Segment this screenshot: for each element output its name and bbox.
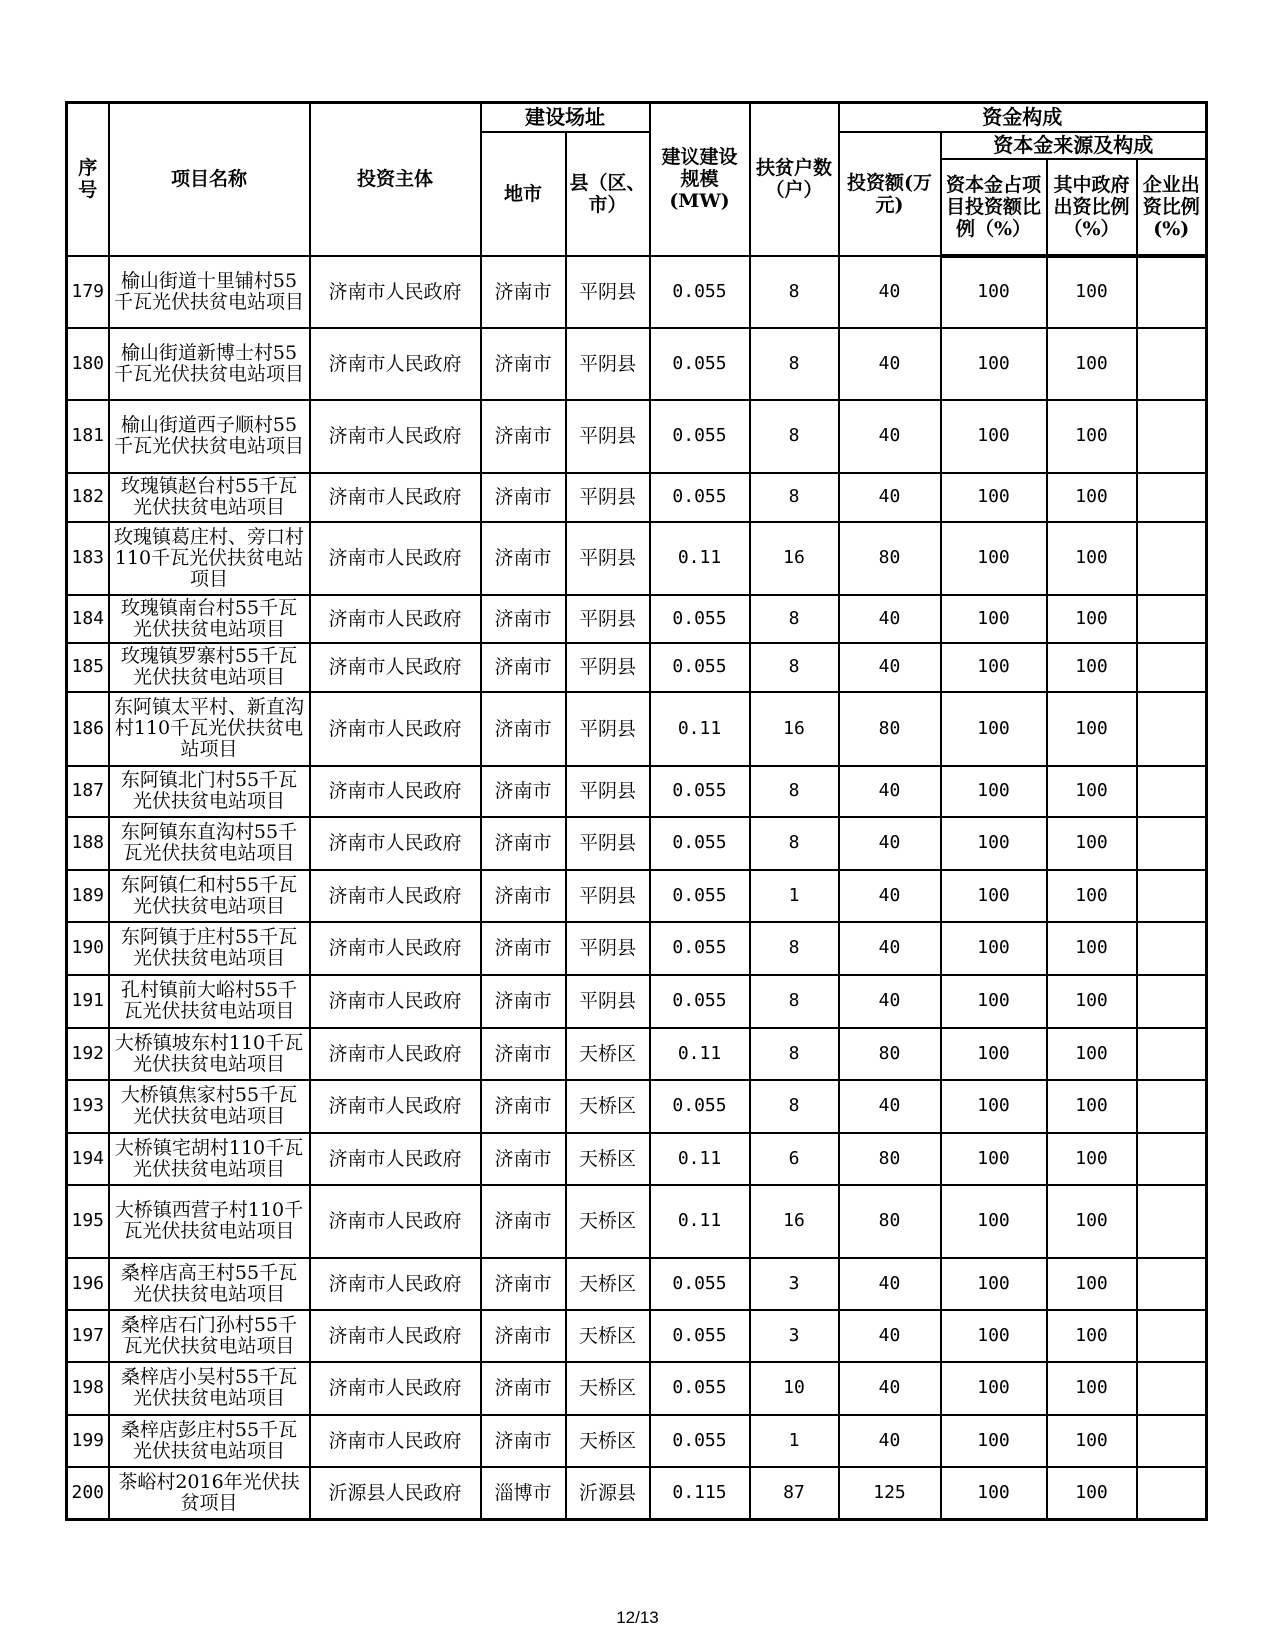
cell-gov-ratio: 100 (1047, 1028, 1137, 1080)
cell-investor: 济南市人民政府 (310, 522, 481, 595)
cell-project-name: 玫瑰镇葛庄村、旁口村110千瓦光伏扶贫电站项目 (109, 522, 310, 595)
cell-seq: 194 (67, 1133, 109, 1185)
cell-investor: 济南市人民政府 (310, 692, 481, 766)
cell-city: 济南市 (481, 643, 566, 692)
cell-scale: 0.115 (650, 1467, 750, 1520)
cell-county: 天桥区 (566, 1415, 650, 1467)
cell-project-name: 东阿镇北门村55千瓦光伏扶贫电站项目 (109, 766, 310, 817)
cell-county: 平阴县 (566, 328, 650, 400)
cell-gov-ratio: 100 (1047, 1133, 1137, 1185)
cell-scale: 0.11 (650, 1028, 750, 1080)
table-row (67, 1362, 1207, 1415)
cell-capital-ratio: 100 (941, 1362, 1047, 1415)
cell-gov-ratio: 100 (1047, 766, 1137, 817)
cell-seq: 192 (67, 1028, 109, 1080)
table-row (67, 1185, 1207, 1258)
cell-scale: 0.055 (650, 766, 750, 817)
cell-gov-ratio: 100 (1047, 975, 1137, 1028)
cell-gov-ratio: 100 (1047, 328, 1137, 400)
header-project-name: 项目名称 (109, 103, 310, 256)
cell-households: 8 (750, 328, 839, 400)
table-header (67, 103, 1207, 256)
cell-scale: 0.11 (650, 1133, 750, 1185)
cell-investment: 40 (839, 1415, 941, 1467)
cell-seq: 183 (67, 522, 109, 595)
cell-gov-ratio: 100 (1047, 922, 1137, 975)
cell-seq: 200 (67, 1467, 109, 1520)
cell-seq: 189 (67, 870, 109, 922)
header-scale: 建议建设规模(MW) (650, 103, 750, 256)
cell-enterprise-ratio (1137, 643, 1207, 692)
cell-scale: 0.055 (650, 922, 750, 975)
cell-gov-ratio: 100 (1047, 595, 1137, 643)
cell-city: 济南市 (481, 1362, 566, 1415)
project-table (65, 101, 1208, 1521)
cell-gov-ratio: 100 (1047, 522, 1137, 595)
table-body (67, 256, 1207, 1520)
cell-scale: 0.055 (650, 1258, 750, 1310)
cell-capital-ratio: 100 (941, 817, 1047, 870)
cell-gov-ratio: 100 (1047, 643, 1137, 692)
cell-gov-ratio: 100 (1047, 1258, 1137, 1310)
cell-city: 济南市 (481, 1133, 566, 1185)
cell-enterprise-ratio (1137, 922, 1207, 975)
cell-investor: 济南市人民政府 (310, 1185, 481, 1258)
cell-capital-ratio: 100 (941, 1467, 1047, 1520)
cell-investment: 40 (839, 1258, 941, 1310)
cell-seq: 198 (67, 1362, 109, 1415)
header-investment: 投资额(万元) (839, 132, 941, 256)
cell-capital-ratio: 100 (941, 256, 1047, 328)
cell-gov-ratio: 100 (1047, 400, 1137, 473)
cell-capital-ratio: 100 (941, 643, 1047, 692)
cell-county: 天桥区 (566, 1028, 650, 1080)
cell-seq: 182 (67, 473, 109, 522)
cell-project-name: 大桥镇坡东村110千瓦光伏扶贫电站项目 (109, 1028, 310, 1080)
cell-county: 平阴县 (566, 766, 650, 817)
cell-enterprise-ratio (1137, 1133, 1207, 1185)
table-row (67, 922, 1207, 975)
cell-households: 8 (750, 1080, 839, 1133)
table-row (67, 595, 1207, 643)
cell-city: 济南市 (481, 692, 566, 766)
table-row (67, 1467, 1207, 1520)
cell-investor: 济南市人民政府 (310, 400, 481, 473)
cell-capital-ratio: 100 (941, 692, 1047, 766)
cell-scale: 0.055 (650, 975, 750, 1028)
cell-seq: 185 (67, 643, 109, 692)
cell-seq: 196 (67, 1258, 109, 1310)
cell-city: 济南市 (481, 1028, 566, 1080)
cell-county: 天桥区 (566, 1310, 650, 1362)
cell-investment: 80 (839, 692, 941, 766)
cell-investment: 125 (839, 1467, 941, 1520)
cell-county: 平阴县 (566, 817, 650, 870)
cell-project-name: 桑梓店石门孙村55千瓦光伏扶贫电站项目 (109, 1310, 310, 1362)
cell-gov-ratio: 100 (1047, 1415, 1137, 1467)
cell-households: 1 (750, 870, 839, 922)
cell-city: 济南市 (481, 1310, 566, 1362)
cell-city: 济南市 (481, 922, 566, 975)
cell-seq: 181 (67, 400, 109, 473)
cell-capital-ratio: 100 (941, 975, 1047, 1028)
cell-county: 平阴县 (566, 400, 650, 473)
cell-scale: 0.055 (650, 817, 750, 870)
cell-gov-ratio: 100 (1047, 1362, 1137, 1415)
cell-households: 10 (750, 1362, 839, 1415)
cell-seq: 191 (67, 975, 109, 1028)
cell-investor: 济南市人民政府 (310, 1258, 481, 1310)
cell-investment: 40 (839, 766, 941, 817)
cell-county: 平阴县 (566, 870, 650, 922)
table-row (67, 643, 1207, 692)
cell-project-name: 榆山街道十里铺村55千瓦光伏扶贫电站项目 (109, 256, 310, 328)
cell-households: 8 (750, 817, 839, 870)
cell-investor: 济南市人民政府 (310, 817, 481, 870)
cell-city: 济南市 (481, 522, 566, 595)
table-row (67, 473, 1207, 522)
cell-gov-ratio: 100 (1047, 473, 1137, 522)
cell-county: 天桥区 (566, 1362, 650, 1415)
cell-enterprise-ratio (1137, 1467, 1207, 1520)
cell-investor: 济南市人民政府 (310, 870, 481, 922)
cell-investment: 40 (839, 870, 941, 922)
cell-capital-ratio: 100 (941, 922, 1047, 975)
cell-investment: 40 (839, 643, 941, 692)
cell-capital-ratio: 100 (941, 1258, 1047, 1310)
header-investor: 投资主体 (310, 103, 481, 256)
table-row (67, 1080, 1207, 1133)
cell-gov-ratio: 100 (1047, 1467, 1137, 1520)
cell-scale: 0.055 (650, 870, 750, 922)
cell-project-name: 东阿镇于庄村55千瓦光伏扶贫电站项目 (109, 922, 310, 975)
cell-investment: 40 (839, 400, 941, 473)
cell-project-name: 玫瑰镇南台村55千瓦光伏扶贫电站项目 (109, 595, 310, 643)
cell-county: 平阴县 (566, 595, 650, 643)
cell-investor: 济南市人民政府 (310, 1080, 481, 1133)
cell-investment: 40 (839, 975, 941, 1028)
cell-city: 济南市 (481, 473, 566, 522)
cell-capital-ratio: 100 (941, 473, 1047, 522)
cell-gov-ratio: 100 (1047, 1185, 1137, 1258)
cell-enterprise-ratio (1137, 817, 1207, 870)
cell-enterprise-ratio (1137, 328, 1207, 400)
cell-enterprise-ratio (1137, 692, 1207, 766)
cell-seq: 179 (67, 256, 109, 328)
cell-gov-ratio: 100 (1047, 817, 1137, 870)
cell-enterprise-ratio (1137, 522, 1207, 595)
cell-county: 沂源县 (566, 1467, 650, 1520)
cell-investment: 40 (839, 1310, 941, 1362)
cell-capital-ratio: 100 (941, 1028, 1047, 1080)
cell-project-name: 玫瑰镇罗寨村55千瓦光伏扶贫电站项目 (109, 643, 310, 692)
cell-investor: 济南市人民政府 (310, 595, 481, 643)
cell-investor: 济南市人民政府 (310, 922, 481, 975)
cell-investment: 80 (839, 522, 941, 595)
cell-scale: 0.055 (650, 400, 750, 473)
cell-project-name: 东阿镇仁和村55千瓦光伏扶贫电站项目 (109, 870, 310, 922)
cell-scale: 0.055 (650, 1415, 750, 1467)
table-row (67, 1258, 1207, 1310)
table-row (67, 817, 1207, 870)
cell-enterprise-ratio (1137, 473, 1207, 522)
cell-project-name: 玫瑰镇赵台村55千瓦光伏扶贫电站项目 (109, 473, 310, 522)
cell-seq: 188 (67, 817, 109, 870)
header-county: 县（区、市） (566, 132, 650, 256)
cell-investor: 济南市人民政府 (310, 1362, 481, 1415)
cell-scale: 0.055 (650, 643, 750, 692)
cell-households: 8 (750, 473, 839, 522)
cell-households: 8 (750, 595, 839, 643)
cell-county: 平阴县 (566, 922, 650, 975)
cell-scale: 0.055 (650, 256, 750, 328)
cell-enterprise-ratio (1137, 975, 1207, 1028)
table-row (67, 1310, 1207, 1362)
cell-investment: 40 (839, 817, 941, 870)
cell-project-name: 东阿镇太平村、新直沟村110千瓦光伏扶贫电站项目 (109, 692, 310, 766)
cell-capital-ratio: 100 (941, 1080, 1047, 1133)
cell-capital-ratio: 100 (941, 766, 1047, 817)
cell-county: 天桥区 (566, 1185, 650, 1258)
cell-scale: 0.055 (650, 328, 750, 400)
cell-households: 1 (750, 1415, 839, 1467)
cell-investor: 济南市人民政府 (310, 1028, 481, 1080)
cell-county: 平阴县 (566, 256, 650, 328)
header-city: 地市 (481, 132, 566, 256)
header-site-group: 建设场址 (481, 103, 650, 132)
cell-investment: 40 (839, 1362, 941, 1415)
cell-city: 济南市 (481, 975, 566, 1028)
cell-city: 济南市 (481, 400, 566, 473)
cell-city: 济南市 (481, 1415, 566, 1467)
table-row (67, 522, 1207, 595)
cell-households: 8 (750, 643, 839, 692)
cell-investment: 80 (839, 1028, 941, 1080)
cell-scale: 0.055 (650, 473, 750, 522)
cell-households: 3 (750, 1258, 839, 1310)
cell-households: 16 (750, 1185, 839, 1258)
header-capital-group: 资本金来源及构成 (941, 132, 1207, 159)
cell-county: 天桥区 (566, 1258, 650, 1310)
cell-scale: 0.055 (650, 1310, 750, 1362)
cell-enterprise-ratio (1137, 400, 1207, 473)
cell-investor: 济南市人民政府 (310, 328, 481, 400)
cell-project-name: 大桥镇西营子村110千瓦光伏扶贫电站项目 (109, 1185, 310, 1258)
cell-households: 8 (750, 922, 839, 975)
header-households: 扶贫户数（户） (750, 103, 839, 256)
cell-gov-ratio: 100 (1047, 1310, 1137, 1362)
cell-project-name: 榆山街道西子顺村55千瓦光伏扶贫电站项目 (109, 400, 310, 473)
header-gov-ratio: 其中政府出资比例（%） (1047, 159, 1137, 256)
cell-households: 8 (750, 766, 839, 817)
cell-city: 济南市 (481, 256, 566, 328)
cell-investor: 济南市人民政府 (310, 643, 481, 692)
cell-enterprise-ratio (1137, 870, 1207, 922)
cell-city: 济南市 (481, 595, 566, 643)
table-row (67, 256, 1207, 328)
cell-project-name: 东阿镇东直沟村55千瓦光伏扶贫电站项目 (109, 817, 310, 870)
cell-investor: 济南市人民政府 (310, 766, 481, 817)
cell-project-name: 孔村镇前大峪村55千瓦光伏扶贫电站项目 (109, 975, 310, 1028)
cell-investor: 济南市人民政府 (310, 975, 481, 1028)
cell-households: 8 (750, 1028, 839, 1080)
cell-capital-ratio: 100 (941, 870, 1047, 922)
cell-households: 8 (750, 256, 839, 328)
cell-enterprise-ratio (1137, 1258, 1207, 1310)
cell-gov-ratio: 100 (1047, 692, 1137, 766)
cell-households: 3 (750, 1310, 839, 1362)
cell-county: 平阴县 (566, 692, 650, 766)
cell-seq: 199 (67, 1415, 109, 1467)
cell-county: 天桥区 (566, 1133, 650, 1185)
cell-county: 平阴县 (566, 975, 650, 1028)
cell-households: 6 (750, 1133, 839, 1185)
cell-enterprise-ratio (1137, 256, 1207, 328)
cell-county: 平阴县 (566, 522, 650, 595)
cell-investor: 济南市人民政府 (310, 473, 481, 522)
cell-project-name: 榆山街道新博士村55千瓦光伏扶贫电站项目 (109, 328, 310, 400)
cell-investor: 济南市人民政府 (310, 1415, 481, 1467)
cell-investment: 40 (839, 1080, 941, 1133)
cell-city: 济南市 (481, 870, 566, 922)
cell-investment: 40 (839, 328, 941, 400)
cell-investor: 沂源县人民政府 (310, 1467, 481, 1520)
cell-county: 平阴县 (566, 473, 650, 522)
cell-investor: 济南市人民政府 (310, 256, 481, 328)
cell-capital-ratio: 100 (941, 1133, 1047, 1185)
cell-city: 济南市 (481, 1185, 566, 1258)
header-enterprise-ratio: 企业出资比例(%) (1137, 159, 1207, 256)
cell-seq: 187 (67, 766, 109, 817)
cell-city: 济南市 (481, 766, 566, 817)
table-row (67, 400, 1207, 473)
cell-seq: 197 (67, 1310, 109, 1362)
table-row (67, 975, 1207, 1028)
cell-investment: 40 (839, 922, 941, 975)
header-capital-ratio: 资本金占项目投资额比例（%） (941, 159, 1047, 256)
cell-households: 87 (750, 1467, 839, 1520)
cell-county: 天桥区 (566, 1080, 650, 1133)
cell-seq: 184 (67, 595, 109, 643)
cell-gov-ratio: 100 (1047, 1080, 1137, 1133)
cell-city: 济南市 (481, 817, 566, 870)
header-seq: 序号 (67, 103, 109, 256)
cell-city: 济南市 (481, 1080, 566, 1133)
cell-city: 济南市 (481, 1258, 566, 1310)
table-row (67, 1415, 1207, 1467)
cell-enterprise-ratio (1137, 595, 1207, 643)
cell-enterprise-ratio (1137, 1080, 1207, 1133)
cell-capital-ratio: 100 (941, 595, 1047, 643)
cell-enterprise-ratio (1137, 766, 1207, 817)
cell-scale: 0.055 (650, 1080, 750, 1133)
cell-seq: 190 (67, 922, 109, 975)
cell-capital-ratio: 100 (941, 400, 1047, 473)
cell-households: 8 (750, 975, 839, 1028)
cell-gov-ratio: 100 (1047, 870, 1137, 922)
cell-investor: 济南市人民政府 (310, 1310, 481, 1362)
cell-seq: 186 (67, 692, 109, 766)
table-row (67, 870, 1207, 922)
cell-city: 淄博市 (481, 1467, 566, 1520)
cell-project-name: 桑梓店高王村55千瓦光伏扶贫电站项目 (109, 1258, 310, 1310)
cell-enterprise-ratio (1137, 1362, 1207, 1415)
cell-enterprise-ratio (1137, 1185, 1207, 1258)
cell-seq: 195 (67, 1185, 109, 1258)
cell-scale: 0.055 (650, 595, 750, 643)
cell-project-name: 茶峪村2016年光伏扶贫项目 (109, 1467, 310, 1520)
cell-enterprise-ratio (1137, 1310, 1207, 1362)
cell-households: 16 (750, 692, 839, 766)
cell-enterprise-ratio (1137, 1028, 1207, 1080)
table-row (67, 766, 1207, 817)
cell-seq: 193 (67, 1080, 109, 1133)
cell-capital-ratio: 100 (941, 1185, 1047, 1258)
header-funding-group: 资金构成 (839, 103, 1207, 132)
table-row (67, 692, 1207, 766)
cell-gov-ratio: 100 (1047, 256, 1137, 328)
cell-households: 16 (750, 522, 839, 595)
cell-scale: 0.11 (650, 1185, 750, 1258)
cell-investor: 济南市人民政府 (310, 1133, 481, 1185)
cell-seq: 180 (67, 328, 109, 400)
cell-project-name: 桑梓店彭庄村55千瓦光伏扶贫电站项目 (109, 1415, 310, 1467)
table-row (67, 1028, 1207, 1080)
page-indicator: 12/13 (616, 1608, 659, 1627)
cell-capital-ratio: 100 (941, 1415, 1047, 1467)
cell-city: 济南市 (481, 328, 566, 400)
cell-investment: 40 (839, 473, 941, 522)
cell-county: 平阴县 (566, 643, 650, 692)
cell-households: 8 (750, 400, 839, 473)
cell-project-name: 大桥镇宅胡村110千瓦光伏扶贫电站项目 (109, 1133, 310, 1185)
cell-project-name: 桑梓店小吴村55千瓦光伏扶贫电站项目 (109, 1362, 310, 1415)
table-row (67, 1133, 1207, 1185)
cell-investment: 40 (839, 256, 941, 328)
cell-capital-ratio: 100 (941, 1310, 1047, 1362)
cell-enterprise-ratio (1137, 1415, 1207, 1467)
cell-investment: 80 (839, 1185, 941, 1258)
cell-scale: 0.055 (650, 1362, 750, 1415)
table-row (67, 328, 1207, 400)
cell-capital-ratio: 100 (941, 328, 1047, 400)
cell-investment: 80 (839, 1133, 941, 1185)
cell-scale: 0.11 (650, 522, 750, 595)
cell-investment: 40 (839, 595, 941, 643)
cell-capital-ratio: 100 (941, 522, 1047, 595)
cell-project-name: 大桥镇焦家村55千瓦光伏扶贫电站项目 (109, 1080, 310, 1133)
cell-scale: 0.11 (650, 692, 750, 766)
